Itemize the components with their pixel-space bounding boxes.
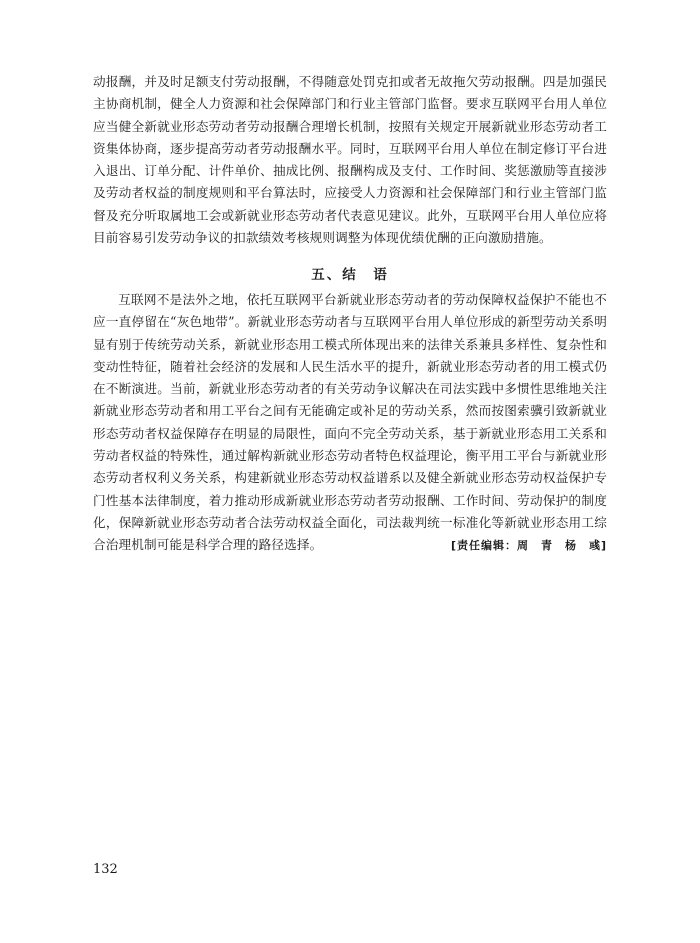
responsible-editor-note: [责任编辑：周 青 杨 彧] (450, 539, 607, 552)
body-paragraph-conclusion: 互联网不是法外之地，依托互联网平台新就业形态劳动者的劳动保障权益保护不能也不应一直停留在“灰色地带”。新就业形态劳动者与互联网平台用人单位形成的新型劳动关系明显有别于传统劳动关系，新就业形态用工模式所体现出来的法律关系兼具多样性、复杂性和变动性特征，随着社会经济的发展和人民生活水平的提升，新就业形态劳动者的用工模式仍在不断演进。当前，新就业形态劳动者的有关劳动争议解决在司法实践中多惯性思维地关注新就业形态劳动者和用工平台之间有无能确定或补足的劳动关系，然而按图索骥引致新就业形态劳动者权益保障存在明显的局限性，面向不完全劳动关系，基于新就业形态用工关系和劳动者权益的特殊性，通过解构新就业形态劳动者特色权益理论，衡平用工平台与新就业形态劳动者权利义务关系，构建新就业形态劳动权益谱系以及健全新就业形态劳动权益保护专门性基本法律制度，着力推动形成新就业形态劳动者劳动报酬、工作时间、劳动保护的制度化，保障新就业形态劳动者合法劳动权益全面化，司法裁判统一标准化等新就业形态用工综合治理机制可能是科学合理的路径选择。 (93, 292, 607, 553)
section-heading-conclusion: 五、结 语 (311, 267, 389, 283)
page-number: 132 (93, 862, 118, 877)
body-paragraph-continued: 动报酬，并及时足额支付劳动报酬，不得随意处罚克扣或者无故拖欠劳动报酬。四是加强民主协商机制，健全人力资源和社会保障部门和行业主管部门监督。要求互联网平台用人单位应当健全新就业形态劳动者劳动报酬合理增长机制，按照有关规定开展新就业形态劳动者工资集体协商，逐步提高劳动者劳动报酬水平。同时，互联网平台用人单位在制定修订平台进入退出、订单分配、计件单价、抽成比例、报酬构成及支付、工作时间、奖惩激励等直接涉及劳动者权益的制度规则和平台算法时，应接受人力资源和社会保障部门和行业主管部门监督及充分听取属地工会或新就业形态劳动者代表意见建议。此外，互联网平台用人单位应将目前容易引发劳动争议的扣款绩效考核规则调整为体现优绩优酬的正向激励措施。 (93, 74, 607, 246)
